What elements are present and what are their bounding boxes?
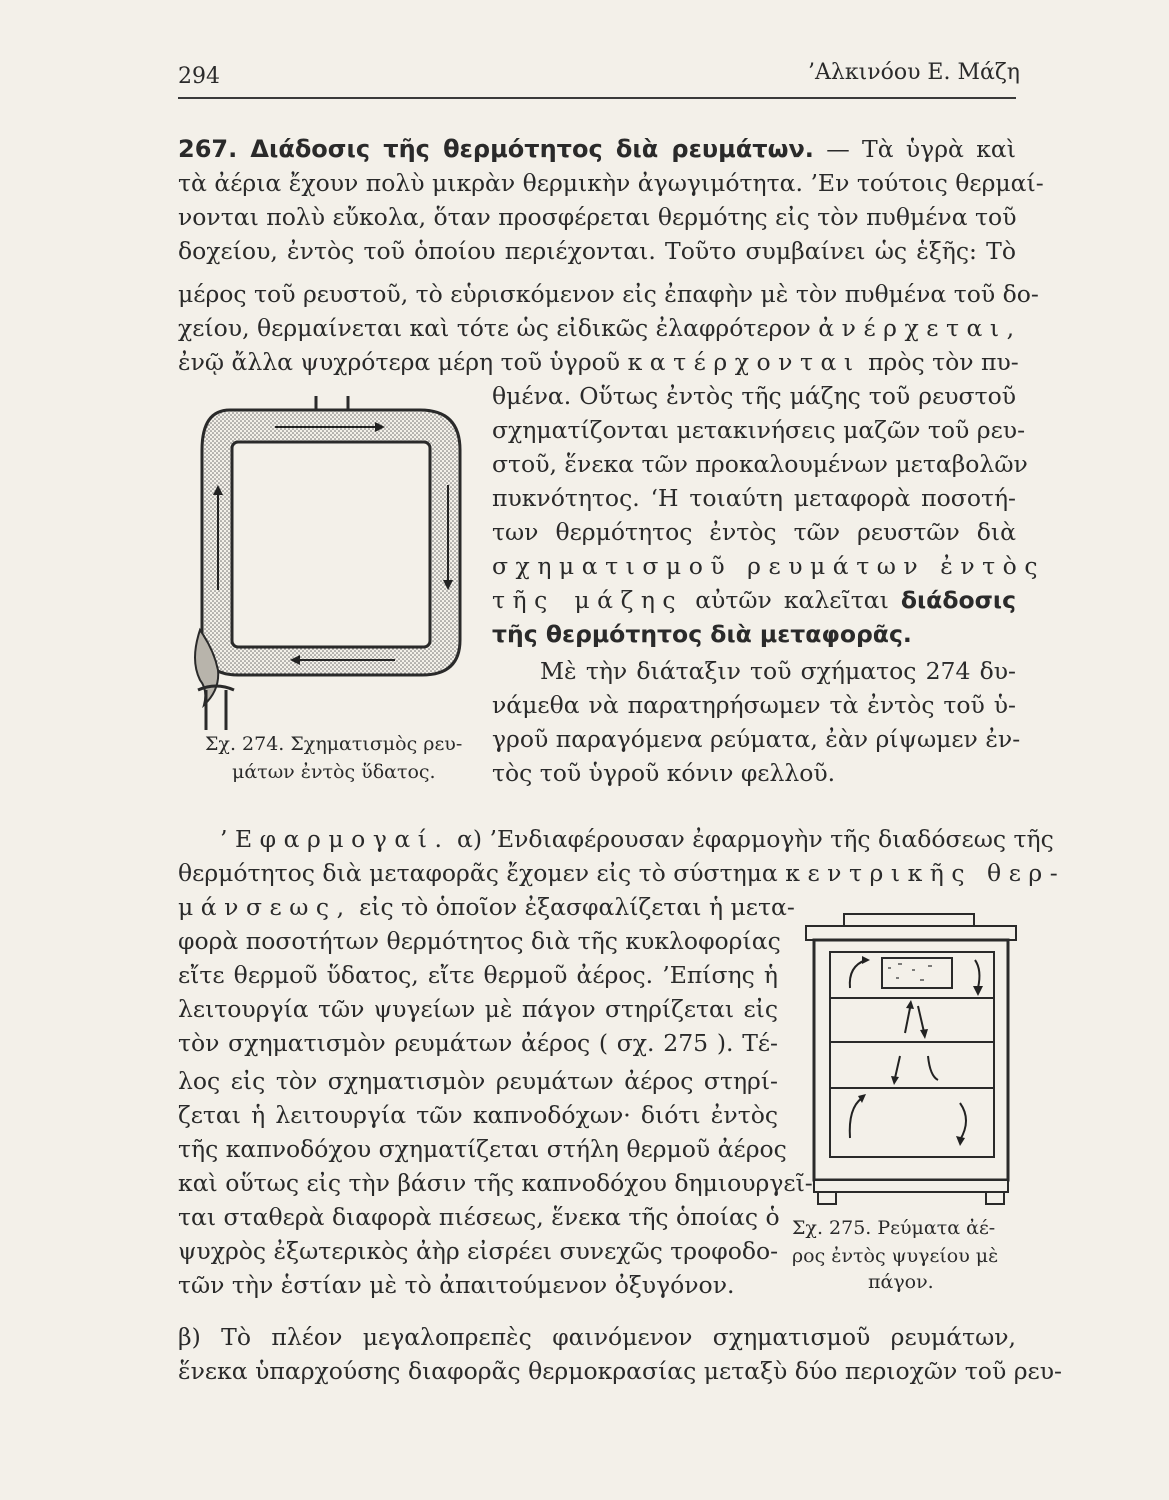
text-line: των θερμότητος ἐντὸς τῶν ρευστῶν διὰ <box>492 518 1016 546</box>
page-number: 294 <box>178 64 220 89</box>
spaced-word: ἀνέρχεται, <box>818 314 1022 342</box>
spaced-heading: ’Εφαρμογαί. <box>220 825 450 853</box>
spaced-word: κατέρχονται <box>627 348 861 376</box>
text-line: μάνσεως, εἰς τὸ ὁποῖον ἐξασφαλίζεται ἡ μετα- <box>178 893 795 921</box>
text-line: τῶν τὴν ἑστίαν μὲ τὸ ἀπαιτούμενον ὀξυγόνον. <box>178 1271 735 1299</box>
text-line: θερμότητος διὰ μεταφορᾶς ἔχομεν εἰς τὸ σύστημα κεντρικῆς θερ- <box>178 859 1066 887</box>
bold-term: διάδοσις <box>900 586 1016 614</box>
text-line: καὶ οὕτως εἰς τὴν βάσιν τῆς καπνοδόχου δημιουργεῖ- <box>178 1169 813 1197</box>
text-line: τὰ ἀέρια ἔχουν πολὺ μικρὰν θερμικὴν ἀγωγιμότητα. ’Εν τούτοις θερμαί- <box>178 169 1044 197</box>
text-line: ἕνεκα ὑπαρχούσης διαφορᾶς θερμοκρασίας μεταξὺ δύο περιοχῶν τοῦ ρευ- <box>178 1357 1062 1385</box>
text-line: μέρος τοῦ ρευστοῦ, τὸ εὑρισκόμενον εἰς ἐπαφὴν μὲ τὸν πυθμένα τοῦ δο- <box>178 280 1039 308</box>
text-line: β) Τὸ πλέον μεγαλοπρεπὲς φαινόμενον σχηματισμοῦ ρευμάτων, <box>178 1323 1016 1351</box>
figure-274-caption-line: μάτων ἐντὸς ὕδατος. <box>232 761 436 783</box>
text-line: τῆς καπνοδόχου σχηματίζεται στήλη θερμοῦ ἀέρος <box>178 1135 787 1163</box>
text-line: τῆς μάζης αὐτῶν καλεῖται διάδοσις <box>492 586 1016 614</box>
text-line: φορὰ ποσοτήτων θερμότητος διὰ τῆς κυκλοφορίας <box>178 927 781 955</box>
figure-275-caption-line: πάγον. <box>868 1271 934 1293</box>
text-line: πυκνότητος. ‘Η τοιαύτη μεταφορὰ ποσοτή- <box>492 484 1016 512</box>
section-heading-line <box>178 132 1016 166</box>
text-line: ’Εφαρμογαί. α) ’Ενδιαφέρουσαν ἐφαρμογὴν τῆς διαδόσεως τῆς <box>220 825 1054 853</box>
text-line: σχηματισμοῦ ρευμάτων ἐντὸς <box>492 552 1045 580</box>
text-line: θμένα. Οὕτως ἐντὸς τῆς μάζης τοῦ ρευστοῦ <box>492 382 1016 410</box>
text-line: δοχείου, ἐντὸς τοῦ ὁποίου περιέχονται. Τοῦτο συμβαίνει ὡς ἑξῆς: Τὸ <box>178 237 1016 265</box>
figure-274-convection-tube <box>190 390 475 735</box>
bold-term-line: τῆς θερμότητος διὰ μεταφορᾶς. <box>492 620 912 648</box>
text-line: Μὲ τὴν διάταξιν τοῦ σχήματος 274 δυ- <box>540 657 1016 685</box>
text-line: χείου, θερμαίνεται καὶ τότε ὡς εἰδικῶς ἐλαφρότερον ἀνέρχεται, <box>178 314 1022 342</box>
text-line: ἐνῷ ἄλλα ψυχρότερα μέρη τοῦ ὑγροῦ κατέρχονται πρὸς τὸν πυ- <box>178 348 1019 376</box>
figure-275-icebox <box>800 908 1022 1208</box>
section-heading-continuation: — Τὰ ὑγρὰ καὶ <box>826 135 1016 163</box>
header-rule <box>178 97 1016 99</box>
text-line: ται σταθερὰ διαφορὰ πιέσεως, ἕνεκα τῆς ὁποίας ὁ <box>178 1203 780 1231</box>
text-line: λειτουργία τῶν ψυγείων μὲ πάγον στηρίζεται εἰς <box>178 995 778 1023</box>
figure-275-caption-line: Σχ. 275. Ρεύματα ἀέ- <box>792 1217 996 1239</box>
text-line: ψυχρὸς ἐξωτερικὸς ἀὴρ εἰσρέει συνεχῶς τροφοδο- <box>178 1237 779 1265</box>
text-line: λος εἰς τὸν σχηματισμὸν ρευμάτων ἀέρος στηρί- <box>178 1067 778 1095</box>
spaced-word: μάνσεως, <box>178 893 352 921</box>
text-line: τὸς τοῦ ὑγροῦ κόνιν φελλοῦ. <box>492 759 836 787</box>
ice-block <box>882 958 952 988</box>
text-line: εἴτε θερμοῦ ὕδατος, εἴτε θερμοῦ ἀέρος. ’Επίσης ἡ <box>178 961 778 989</box>
text-line: γροῦ παραγόμενα ρεύματα, ἐὰν ρίψωμεν ἐν- <box>492 725 1021 753</box>
text-line: νάμεθα νὰ παρατηρήσωμεν τὰ ἐντὸς τοῦ ὑ- <box>492 691 1016 719</box>
text-line: ζεται ἡ λειτουργία τῶν καπνοδόχων· διότι ἐντὸς <box>178 1101 778 1129</box>
text-line: σχηματίζονται μετακινήσεις μαζῶν τοῦ ρευ- <box>492 416 1026 444</box>
figure-274-caption-line: Σχ. 274. Σχηματισμὸς ρευ- <box>205 733 463 755</box>
text-line: νονται πολὺ εὔκολα, ὅταν προσφέρεται θερμότης εἰς τὸν πυθμένα τοῦ <box>178 203 1017 231</box>
spaced-word: κεντρικῆς θερ- <box>785 859 1066 887</box>
text-line: στοῦ, ἕνεκα τῶν προκαλουμένων μεταβολῶν <box>492 450 1028 478</box>
text-line: τὸν σχηματισμὸν ρευμάτων ἀέρος ( σχ. 275 ). Τέ- <box>178 1029 778 1057</box>
section-heading: 267. Διάδοσις τῆς θερμότητος διὰ ρευμάτων. <box>178 135 814 163</box>
running-header-author: ’Αλκινόου Ε. Μάζη <box>808 60 1020 85</box>
figure-275-caption-line: ρος ἐντὸς ψυγείου μὲ <box>792 1245 999 1267</box>
